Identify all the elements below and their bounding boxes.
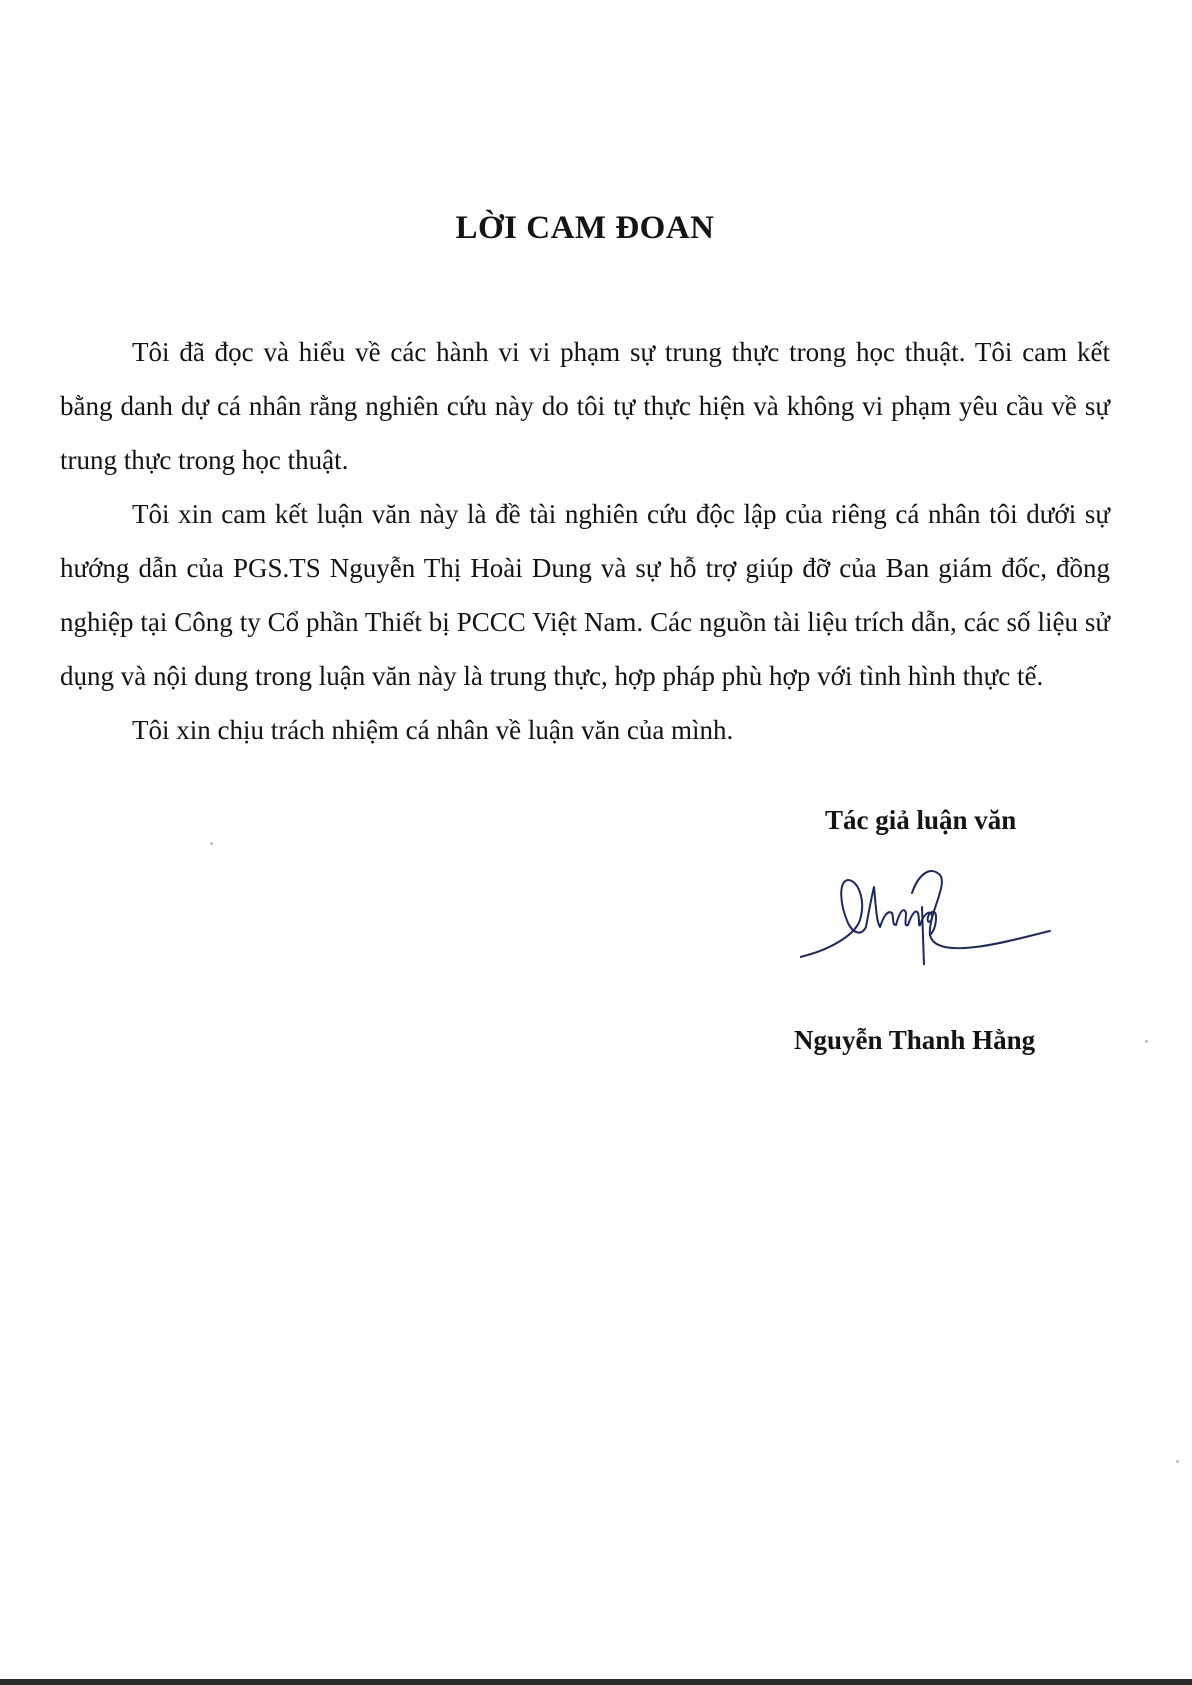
author-name: Nguyễn Thanh Hằng <box>794 1025 1036 1055</box>
paragraph-1: Tôi đã đọc và hiểu về các hành vi vi phạm sự trung thực trong học thuật. Tôi cam kết bằng danh dự cá nhân rằng nghiên cứu này do tôi tự thực hiện và không vi phạm yêu cầu về sự trung thực trong học thuật. <box>60 337 1110 475</box>
paper-speck <box>1145 1040 1148 1043</box>
handwritten-signature <box>800 865 1060 965</box>
paragraph-3: Tôi xin chịu trách nhiệm cá nhân về luận văn của mình. <box>132 715 734 745</box>
declaration-body <box>60 325 1110 757</box>
scan-bottom-edge <box>0 1679 1192 1685</box>
paragraph-2: Tôi xin cam kết luận văn này là đề tài nghiên cứu độc lập của riêng cá nhân tôi dưới sự hướng dẫn của PGS.TS Nguyễn Thị Hoài Dung và sự hỗ trợ giúp đỡ của Ban giám đốc, đồng nghiệp tại Công ty Cổ phần Thiết bị PCCC Việt Nam. Các nguồn tài liệu trích dẫn, các số liệu sử dụng và nội dung trong luận văn này là trung thực, hợp pháp phù hợp với tình hình thực tế. <box>60 499 1110 691</box>
paper-speck <box>210 842 213 845</box>
paper-speck <box>1176 1460 1179 1463</box>
author-role-label: Tác giả luận văn <box>825 805 1017 835</box>
page-title: LỜI CAM ĐOAN <box>455 210 715 246</box>
